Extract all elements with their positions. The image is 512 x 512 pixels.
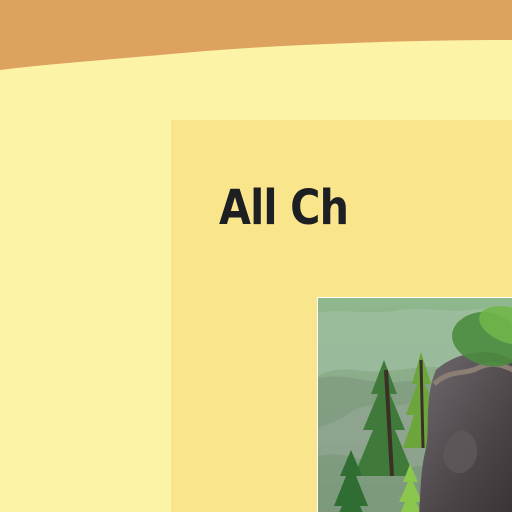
- page-title: All Ch: [219, 180, 349, 236]
- hero-image[interactable]: [317, 297, 512, 512]
